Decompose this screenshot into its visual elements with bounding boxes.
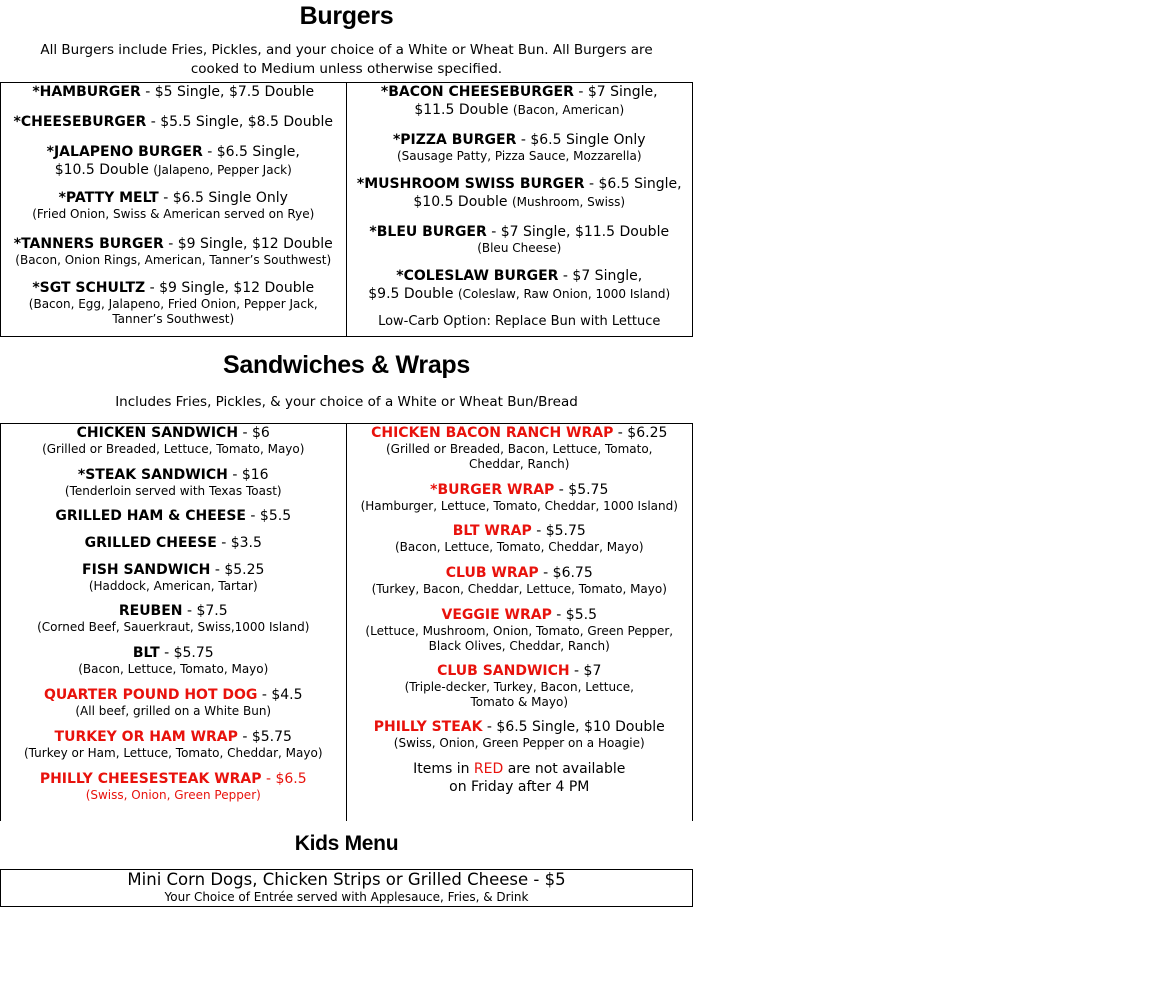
- kids-menu-detail: Your Choice of Entrée served with Applesauce, Fries, & Drink: [164, 890, 529, 904]
- burgers-title: Burgers: [299, 2, 394, 30]
- menu-item-cheeseburger: *CHEESEBURGER - $5.5 Single, $8.5 Double: [13, 114, 333, 130]
- menu-item-patty-melt: *PATTY MELT - $6.5 Single Only (Fried Onion, Swiss & American served on Rye): [32, 190, 315, 221]
- menu-item-turkey-or-ham-wrap: TURKEY OR HAM WRAP - $5.75 (Turkey or Ham, Lettuce, Tomato, Cheddar, Mayo): [23, 729, 323, 760]
- menu-item-quarter-pound-hot-dog: QUARTER POUND HOT DOG - $4.5 (All beef, grilled on a White Bun): [43, 687, 303, 718]
- menu-item-jalapeno-burger: *JALAPENO BURGER - $6.5 Single, $10.5 Double (Jalapeno, Pepper Jack): [46, 144, 300, 178]
- menu-item-reuben: REUBEN - $7.5 (Corned Beef, Sauerkraut, Swiss,1000 Island): [37, 603, 310, 634]
- menu-item-grilled-cheese: GRILLED CHEESE - $3.5: [84, 535, 262, 551]
- menu-item-pizza-burger: *PIZZA BURGER - $6.5 Single Only (Sausage Patty, Pizza Sauce, Mozzarella): [392, 132, 646, 163]
- menu-item-blt: BLT - $5.75 (Bacon, Lettuce, Tomato, Mayo): [78, 645, 269, 676]
- menu-item-veggie-wrap: VEGGIE WRAP - $5.5 (Lettuce, Mushroom, Onion, Tomato, Green Pepper, Black Olives, Cheddar, Ranch): [365, 607, 674, 653]
- sandwiches-left-column: [1, 424, 347, 821]
- burgers-grid: [0, 82, 693, 337]
- burgers-right-column: [347, 83, 693, 336]
- kids-box: [0, 869, 693, 907]
- menu-item-philly-steak: PHILLY STEAK - $6.5 Single, $10 Double (Swiss, Onion, Green Pepper on a Hoagie): [373, 719, 665, 750]
- red-items-note: Items in RED are not available on Friday after 4 PM: [413, 761, 626, 795]
- menu-item-tanners-burger: *TANNERS BURGER - $9 Single, $12 Double (Bacon, Onion Rings, American, Tanner’s Southwest): [13, 236, 333, 267]
- menu-item-club-wrap: CLUB WRAP - $6.75 (Turkey, Bacon, Cheddar, Lettuce, Tomato, Mayo): [371, 565, 667, 596]
- menu-item-coleslaw-burger: *COLESLAW BURGER - $7 Single, $9.5 Double (Coleslaw, Raw Onion, 1000 Island): [368, 268, 671, 302]
- sandwiches-section: [0, 345, 693, 821]
- sandwiches-note: Includes Fries, Pickles, & your choice of a White or Wheat Bun/Bread: [115, 394, 578, 410]
- burgers-note: All Burgers include Fries, Pickles, and your choice of a White or Wheat Bun. All Burgers are cooked to Medium unless otherwise specified.: [40, 42, 653, 77]
- menu-item-bacon-cheeseburger: *BACON CHEESEBURGER - $7 Single, $11.5 Double (Bacon, American): [380, 84, 658, 118]
- menu-item-club-sandwich: CLUB SANDWICH - $7 (Triple-decker, Turkey, Bacon, Lettuce, Tomato & Mayo): [404, 663, 634, 709]
- menu-item-blt-wrap: BLT WRAP - $5.75 (Bacon, Lettuce, Tomato, Cheddar, Mayo): [394, 523, 644, 554]
- burgers-left-column: [1, 83, 347, 336]
- menu-item-chicken-sandwich: CHICKEN SANDWICH - $6 (Grilled or Breaded, Lettuce, Tomato, Mayo): [42, 425, 305, 456]
- menu-item-burger-wrap: *BURGER WRAP - $5.75 (Hamburger, Lettuce, Tomato, Cheddar, 1000 Island): [360, 482, 678, 513]
- menu-item-mushroom-swiss-burger: *MUSHROOM SWISS BURGER - $6.5 Single, $10.5 Double (Mushroom, Swiss): [356, 176, 682, 210]
- menu-item-philly-cheesesteak-wrap: PHILLY CHEESESTEAK WRAP - $6.5 (Swiss, Onion, Green Pepper): [39, 771, 307, 802]
- kids-title: Kids Menu: [294, 832, 399, 855]
- sandwiches-right-column: [347, 424, 693, 821]
- menu-item-grilled-ham-cheese: GRILLED HAM & CHEESE - $5.5: [55, 508, 292, 524]
- menu-item-chicken-bacon-ranch-wrap: CHICKEN BACON RANCH WRAP - $6.25 (Grilled or Breaded, Bacon, Lettuce, Tomato, Cheddar, Ranch): [371, 425, 668, 471]
- menu-item-steak-sandwich: *STEAK SANDWICH - $16 (Tenderloin served with Texas Toast): [64, 467, 282, 498]
- menu-item-fish-sandwich: FISH SANDWICH - $5.25 (Haddock, American, Tartar): [82, 562, 265, 593]
- low-carb-note: Low-Carb Option: Replace Bun with Lettuce: [378, 314, 661, 329]
- menu-item-sgt-schultz: *SGT SCHULTZ - $9 Single, $12 Double (Bacon, Egg, Jalapeno, Fried Onion, Pepper Jack, Tanner’s Southwest): [28, 280, 318, 326]
- sandwiches-grid: [0, 423, 693, 821]
- burgers-section: [0, 0, 693, 337]
- kids-section: [0, 821, 693, 907]
- menu-item-bleu-burger: *BLEU BURGER - $7 Single, $11.5 Double (Bleu Cheese): [369, 224, 670, 255]
- sandwiches-title: Sandwiches & Wraps: [223, 351, 470, 379]
- kids-menu-item: Mini Corn Dogs, Chicken Strips or Grilled Cheese - $5: [127, 870, 566, 889]
- menu-item-hamburger: *HAMBURGER - $5 Single, $7.5 Double: [32, 84, 315, 100]
